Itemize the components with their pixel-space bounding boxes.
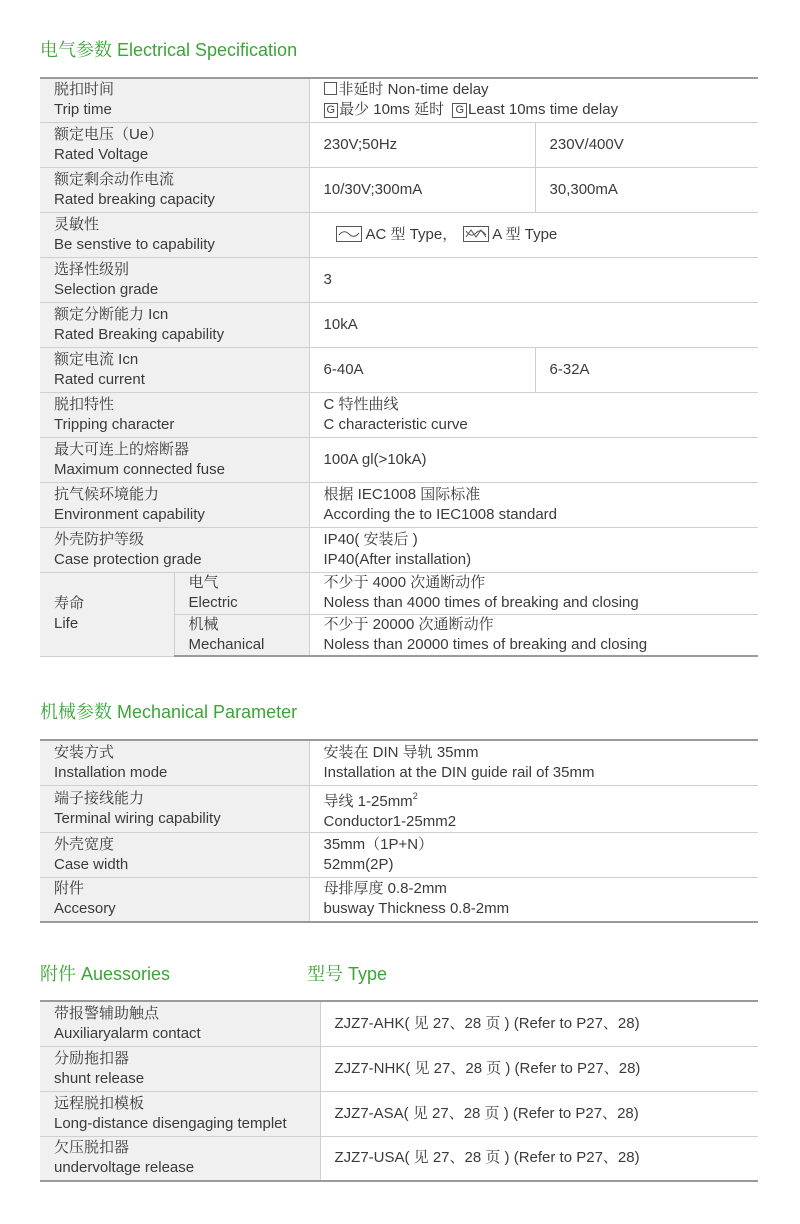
- electrical-spec-table: [40, 77, 758, 657]
- table-row: 灵敏性 Be senstive to capability AC 型 Type， A 型 Type: [40, 212, 758, 257]
- table-row: 选择性级别 Selection grade 3: [40, 257, 758, 302]
- table-row: 额定剩余动作电流 Rated breaking capacity 10/30V;300mA 30,300mA: [40, 167, 758, 212]
- g-box-icon: G: [324, 103, 339, 118]
- table-row: 远程脱扣模板 Long-distance disengaging templet ZJZ7-ASA( 见 27、28 页 ) (Refer to P27、28): [40, 1091, 758, 1136]
- table-row: 带报警辅助触点 Auxiliaryalarm contact ZJZ7-AHK( 见 27、28 页 ) (Refer to P27、28): [40, 1001, 758, 1046]
- table-row: 分励拖扣器 shunt release ZJZ7-NHK( 见 27、28 页 ) (Refer to P27、28): [40, 1046, 758, 1091]
- a-wave-icon: [463, 226, 489, 242]
- table-row: 端子接线能力 Terminal wiring capability 导线 $1-25mm^2$ Conductor1-25mm2: [40, 785, 758, 832]
- checkbox-icon: [324, 82, 337, 95]
- table-row: 外壳防护等级 Case protection grade IP40( 安装后 ) IP40(After installation): [40, 527, 758, 572]
- table-row: 寿命 Life 电气 Electric 不少于 4000 次通断动作 Noless than 4000 times of breaking and closing: [40, 572, 758, 614]
- table-row: 机械 Mechanical 不少于 20000 次通断动作 Noless than 20000 times of breaking and closing: [40, 614, 758, 656]
- type-section-title: 型号 Type: [307, 964, 388, 984]
- table-row: 安装方式 Installation mode 安装在 DIN 导轨 35mm Installation at the DIN guide rail of 35mm: [40, 740, 758, 785]
- electrical-section-title: 电气参数 Electrical Specification: [40, 40, 298, 60]
- table-row: 欠压脱扣器 undervoltage release ZJZ7-USA( 见 27、28 页 ) (Refer to P27、28): [40, 1136, 758, 1181]
- table-row: 抗气候环境能力 Environment capability 根据 IEC1008 国际标准 According the to IEC1008 standard: [40, 482, 758, 527]
- mechanical-section-title: 机械参数 Mechanical Parameter: [40, 702, 298, 722]
- table-row: 附件 Accesory 母排厚度 0.8-2mm busway Thickness 0.8-2mm: [40, 877, 758, 922]
- accessories-section-title: 附件 Auessories: [40, 964, 171, 984]
- table-row: 最大可连上的熔断器 Maximum connected fuse 100A gl(>10kA): [40, 437, 758, 482]
- g-box-icon: G: [452, 103, 467, 118]
- table-row: 额定分断能力 Icn Rated Breaking capability 10kA: [40, 302, 758, 347]
- table-row: 额定电流 Icn Rated current 6-40A 6-32A: [40, 347, 758, 392]
- ac-wave-icon: [336, 226, 362, 242]
- mechanical-param-table: [40, 739, 758, 923]
- accessories-table: [40, 1000, 758, 1182]
- table-row: 额定电压（Ue） Rated Voltage 230V;50Hz 230V/400V: [40, 122, 758, 167]
- table-row: 外壳宽度 Case width 35mm（1P+N） 52mm(2P): [40, 832, 758, 877]
- table-row: 脱扣特性 Tripping character C 特性曲线 C characteristic curve: [40, 392, 758, 437]
- table-row: 脱扣时间 Trip time 非延时 Non-time delay G 最少 10ms 延时 G Least 10ms time delay: [40, 78, 758, 122]
